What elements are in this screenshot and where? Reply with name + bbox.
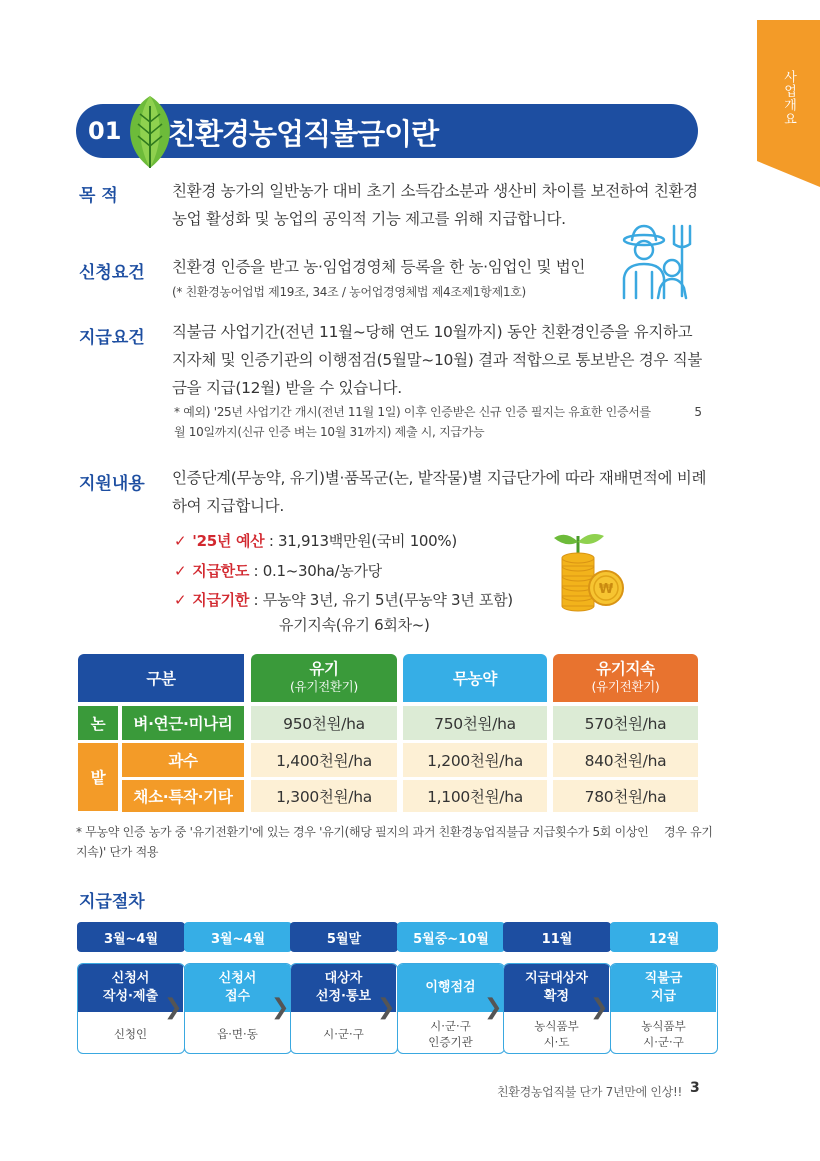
support-item-value: : 무농약 3년, 유기 5년(무농약 3년 포함)	[253, 591, 513, 609]
payment-req-line: 지자체 및 인증기관의 이행점검(5월말~10월) 결과 적합으로 통보받은 경우	[172, 351, 669, 369]
process-step	[290, 922, 398, 1054]
support-item-key: 지급기한	[192, 591, 250, 609]
payment-req-note-line: 5월 10일까지(신규 인증 벼는 10월 31까지) 제출 시, 지급가능	[174, 405, 702, 439]
footer-text: 친환경농업직불 단가 7년만에 인상!!	[497, 1085, 682, 1099]
purpose-label: 목 적	[79, 186, 118, 206]
application-text: 친환경 인증을 받고 농·임업경영체 등록을 한 농·임업인 및 법인	[172, 258, 586, 276]
step-date: 5월말	[290, 922, 398, 952]
side-tab	[757, 20, 820, 161]
step-title-line: 작성·제출	[102, 989, 159, 1004]
paddy-label: 논	[78, 706, 118, 740]
chevron-right-icon: ❯	[484, 995, 503, 1020]
payment-req-text	[172, 318, 707, 402]
process-step	[184, 922, 292, 1054]
step-title-line: 접수	[224, 989, 251, 1004]
price-cell: 950천원/ha	[251, 706, 397, 740]
field-label: 밭	[78, 743, 118, 811]
chevron-right-icon: ❯	[271, 995, 290, 1020]
table-note-line: 경우 유기지속)' 단가 적용	[76, 825, 713, 859]
support-item-value: : 0.1~30ha/농가당	[253, 562, 382, 580]
support-item	[174, 531, 457, 551]
crop-cell: 과수	[122, 743, 244, 777]
price-cell: 1,300천원/ha	[251, 780, 397, 812]
step-actor-line: 농식품부	[534, 1019, 579, 1033]
step-title-line: 확정	[543, 989, 570, 1004]
step-date: 11월	[503, 922, 611, 952]
th-category: 구분	[78, 654, 244, 702]
table-note	[76, 822, 716, 862]
process-title: 지급절차	[79, 892, 145, 912]
chevron-right-icon: ❯	[164, 995, 183, 1020]
step-title-line: 직불금	[644, 971, 683, 986]
step-date: 3월~4월	[184, 922, 292, 952]
crop-cell: 채소·특작·기타	[122, 780, 244, 812]
th-organic-cont-label: 유기지속	[596, 660, 655, 678]
step-date: 3월~4월	[77, 922, 185, 952]
step-actor	[78, 1016, 183, 1052]
step-actor-line: 읍·면·동	[217, 1027, 258, 1041]
coin-plant-icon	[548, 528, 628, 612]
step-box	[610, 963, 718, 1054]
step-title-line: 대상자	[324, 971, 363, 986]
process-step	[397, 922, 505, 1054]
crop-cell: 벼·연근·미나리	[122, 706, 244, 740]
step-date: 5월중~10월	[397, 922, 505, 952]
section-banner	[76, 104, 698, 158]
check-icon: ✓	[174, 532, 187, 550]
payment-req-line: 직불금을 지급(12월) 받을 수 있습니다.	[172, 351, 703, 397]
check-icon: ✓	[174, 562, 187, 580]
support-item	[174, 590, 513, 610]
price-cell: 780천원/ha	[553, 780, 698, 812]
support-line: 인증단계(무농약, 유기)별·품목군(논, 밭작물)별 지급단가에 따라 재배면적에	[172, 469, 673, 487]
step-actor-line: 시·도	[543, 1035, 570, 1049]
step-title-line: 지급대상자	[525, 971, 588, 986]
step-actor-line: 시·군·구	[430, 1019, 471, 1033]
application-note: (* 친환경농어업법 제19조, 34조 / 농어업경영체법 제4조제1항제1호)	[172, 285, 526, 299]
process-step	[503, 922, 611, 1054]
purpose-line: 친환경 농가의 일반농가 대비 초기 소득감소분과 생산비 차이를 보전하여 친환경	[172, 182, 698, 200]
step-title-line: 이행점검	[425, 980, 476, 995]
step-actor	[504, 1016, 609, 1052]
step-actor-line: 시·군·구	[643, 1035, 684, 1049]
support-item-key: 지급한도	[192, 562, 250, 580]
table-note-line: * 무농약 인증 농가 중 '유기전환기'에 있는 경우 '유기(해당 필지의 과거 친환경농업직불금 지급횟수가 5회 이상인	[76, 825, 649, 839]
th-organic-cont-sub: (유기전환기)	[591, 679, 660, 694]
support-item	[174, 561, 382, 581]
check-icon: ✓	[174, 591, 187, 609]
step-title-line: 선정·통보	[315, 989, 372, 1004]
th-organic-cont	[553, 654, 698, 702]
payment-req-label: 지급요건	[79, 328, 145, 348]
payment-req-note-line: * 예외) '25년 사업기간 개시(전년 11월 1일) 이후 인증받은 신규 인증 필지는 유효한 인증서를	[174, 405, 651, 419]
price-cell: 750천원/ha	[403, 706, 547, 740]
payment-req-note	[174, 402, 709, 442]
section-title: 친환경농업직불금이란	[168, 117, 439, 151]
step-actor-line: 인증기관	[428, 1035, 473, 1049]
support-item-value-cont: 유기지속(유기 6회차~)	[279, 616, 430, 634]
support-item-key: '25년 예산	[192, 532, 265, 550]
price-cell: 570천원/ha	[553, 706, 698, 740]
step-actor	[611, 1016, 716, 1052]
step-actor-line: 신청인	[113, 1027, 148, 1041]
support-label: 지원내용	[79, 474, 145, 494]
price-cell: 1,200천원/ha	[403, 743, 547, 777]
th-organic-label: 유기	[309, 660, 339, 678]
th-organic	[251, 654, 397, 702]
chevron-right-icon: ❯	[377, 995, 396, 1020]
farmers-icon	[612, 216, 704, 308]
section-number: 01	[88, 117, 122, 145]
th-organic-sub: (유기전환기)	[289, 679, 359, 694]
step-title-line: 지급	[650, 989, 677, 1004]
svg-text:₩: ₩	[598, 582, 614, 597]
price-cell: 1,100천원/ha	[403, 780, 547, 812]
step-actor-line: 농식품부	[641, 1019, 686, 1033]
price-cell: 1,400천원/ha	[251, 743, 397, 777]
side-tab-label: 사업개요	[781, 70, 796, 126]
step-actor	[291, 1016, 396, 1052]
page-number: 3	[690, 1080, 700, 1096]
process-step	[77, 922, 185, 1054]
application-label: 신청요건	[79, 263, 145, 283]
support-line: 비례하여 지급합니다.	[172, 469, 707, 515]
purpose-line: 농업 활성화 및 농업의 공익적 기능 제고를 위해 지급합니다.	[172, 210, 566, 228]
side-tab-point	[757, 161, 820, 187]
step-actor-line: 시·군·구	[323, 1027, 364, 1041]
step-title-line: 신청서	[218, 971, 257, 986]
payment-req-line: 직불금 사업기간(전년 11월~당해 연도 10월까지) 동안 친환경인증을 유지하고	[172, 323, 693, 341]
process-step	[610, 922, 718, 1054]
step-title	[611, 964, 716, 1012]
support-text	[172, 464, 707, 520]
chevron-right-icon: ❯	[590, 995, 609, 1020]
price-cell: 840천원/ha	[553, 743, 698, 777]
step-actor	[398, 1016, 503, 1052]
support-item-value: : 31,913백만원(국비 100%)	[268, 532, 457, 550]
step-date: 12월	[610, 922, 718, 952]
th-pesticide-free: 무농약	[403, 654, 547, 702]
step-actor	[185, 1016, 290, 1052]
step-title-line: 신청서	[111, 971, 150, 986]
